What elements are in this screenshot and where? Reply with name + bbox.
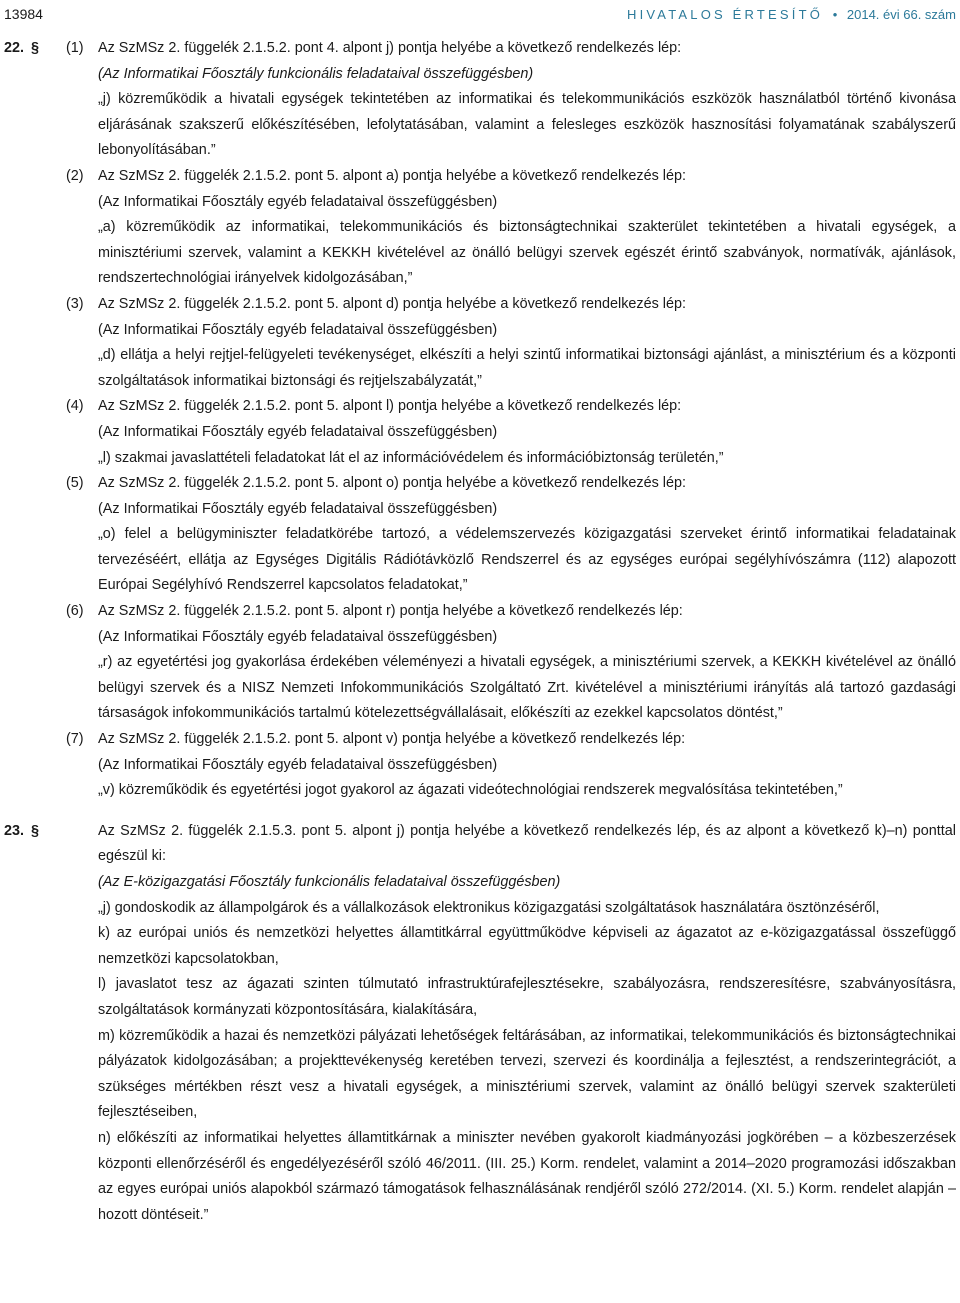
section-22 [0,36,960,804]
amendment-context: (Az Informatikai Főosztály egyéb feladataival összefüggésben) [98,628,498,645]
amendment-lead: Az SzMSz 2. függelék 2.1.5.2. pont 5. alpont v) pontja helyébe a következő rendelkezés lép: [98,731,686,748]
page-number: 13984 [4,6,43,22]
section-23 [0,819,960,1229]
amendment-point: m) közreműködik a hazai és nemzetközi pályázati lehetőségek feltárásában, az informatikai, telekommunikációs és biztonságtechnikai pályázatok kidolgozásában; a projekttevékenység keretében tervezi, szervezi és koordinálja a fejlesztést, a rendszerintegrációt, a szükséges mértékben részt vesz a hivatali egységek, a minisztériumi szervek, valamint az önálló belügyi szervek szakterületi fejlesztéseiben, [98,1027,956,1121]
amendment-context: (Az Informatikai Főosztály egyéb feladataival összefüggésben) [98,500,498,517]
amendment-point: „j) gondoskodik az állampolgárok és a vállalkozások elektronikus közigazgatási szolgáltatások használatára ösztönzéséről, [98,899,880,916]
amendment-lead: Az SzMSz 2. függelék 2.1.5.2. pont 4. alpont j) pontja helyébe a következő rendelkezés lép: [98,40,682,56]
amendment-lead: Az SzMSz 2. függelék 2.1.5.2. pont 5. alpont r) pontja helyébe a következő rendelkezés lép: [98,603,683,620]
item-number: (7) [66,731,84,748]
amendment-item [0,599,960,727]
amendment-context: (Az Informatikai Főosztály egyéb feladataival összefüggésben) [98,193,498,210]
amendment-text: „a) közreműködik az informatikai, telekommunikációs és biztonságtechnikai szakterület tekintetében a hivatali egységek, a minisztériumi szervek, valamint a KEKKH kivételével az önálló belügyi szervek egészét érintő szabványok, normatívák, ajánlások, rendszertechnológiai irányelvek kidolgozásában,” [98,219,956,287]
issue-label: 2014. évi 66. szám [846,7,956,22]
page-header [0,0,960,30]
amendment-text: „o) felel a belügyminiszter feladatkörébe tartozó, a védelemszervezés közigazgatási szerveket érintő informatikai feladatainak tervezéséért, ellátja az Egységes Digitális Rádiótávközlő Rendszerrel és az egységes európai segélyhívószámra (112) alapozott Európai Segélyhívó Rendszerrel kapcsolatos feladatokat,” [98,526,956,594]
amendment-lead: Az SzMSz 2. függelék 2.1.5.2. pont 5. alpont a) pontja helyébe a következő rendelkezés lép: [98,167,686,184]
item-number: (3) [66,295,84,312]
amendment-item [0,292,960,394]
amendment-lead: Az SzMSz 2. függelék 2.1.5.2. pont 5. alpont o) pontja helyébe a következő rendelkezés lép: [98,475,686,492]
amendment-lead: Az SzMSz 2. függelék 2.1.5.2. pont 5. alpont l) pontja helyébe a következő rendelkezés lép: [98,398,682,415]
amendment-item [0,164,960,292]
section-gap [0,804,960,819]
item-number: (5) [66,475,84,492]
amendment-item [0,394,960,471]
journal-name: HIVATALOS ÉRTESÍTŐ [627,7,824,22]
amendment-context: (Az E-közigazgatási Főosztály funkcionális feladataival összefüggésben) [98,874,561,890]
amendment-lead: Az SzMSz 2. függelék 2.1.5.3. pont 5. alpont j) pontja helyébe a következő rendelkezés lép, és az alpont a következő k)–n) ponttal egészül ki: [98,822,956,865]
amendment-text: „j) közreműködik a hivatali egységek tekintetében az informatikai és telekommunikációs eszközök használatból történő kivonása eljárásának szakszerű előkészítésében, lefolytatásában, valamint a felesleges eszközök hasznosítási folyamatának szabályszerű lebonyolításában.” [98,91,956,159]
amendment-context: (Az Informatikai Főosztály egyéb feladataival összefüggésben) [98,321,498,338]
amendment-point: k) az európai uniós és nemzetközi helyettes államtitkárral együttműködve képviseli az ágazatot az e-közigazgatással összefüggő nemzetközi kapcsolatokban, [98,925,956,967]
item-number: (6) [66,603,84,620]
item-number: (4) [66,398,84,415]
amendment-point: n) előkészíti az informatikai helyettes államtitkárnak a miniszter nevében gyakorolt kiadmányozási jogkörében – a közbeszerzések központi ellenőrzéséről és engedélyezéséről szóló 46/2011. (III. 25.) Korm. rendelet, valamint a 2014–2020 programozási időszakban az egyes európai uniós alapokból származó támogatások felhasználásának rendjéről szóló 272/2014. (XI. 5.) Korm. rendelet alapján – hozott döntéseit.” [98,1129,956,1223]
amendment-context: (Az Informatikai Főosztály funkcionális feladataival összefüggésben) [98,65,534,82]
amendment-lead: Az SzMSz 2. függelék 2.1.5.2. pont 5. alpont d) pontja helyébe a következő rendelkezés lép: [98,295,686,312]
section-sign: § [31,40,40,56]
amendment-item [0,36,960,164]
amendment-context: (Az Informatikai Főosztály egyéb feladataival összefüggésben) [98,423,498,440]
item-number: (2) [66,167,84,184]
amendment-text: „v) közreműködik és egyetértési jogot gyakorol az ágazati videótechnológiai rendszerek megvalósítása tekintetében,” [98,782,843,799]
header-bullet: • [832,7,838,22]
section-sign: § [31,822,40,839]
amendment-text: „d) ellátja a helyi rejtjel-felügyeleti tevékenységet, elkészíti a helyi szintű informatikai biztonsági ajánlást, a minisztérium és a központi szolgáltatások informatikai biztonsági és rejtjelszabályzatát,” [98,347,956,389]
section-number: 23. [4,822,25,839]
amendment-item [0,471,960,599]
amendment-text: „l) szakmai javaslattételi feladatokat lát el az információvédelem és információbiztonság területén,” [98,449,724,466]
document-body [0,36,960,1228]
amendment-context: (Az Informatikai Főosztály egyéb feladataival összefüggésben) [98,756,498,773]
amendment-item [0,727,960,804]
item-number: (1) [66,40,84,56]
journal-title [627,2,956,28]
amendment-text: „r) az egyetértési jog gyakorlása érdekében véleményezi a hivatali egységek, a minisztériumi szervek, a KEKKH kivételével az önálló belügyi szervek és a NISZ Nemzeti Infokommunikációs Szolgáltató Zrt. kivételével a minisztériumi irányítás alá tartozó gazdasági társaságok infokommunikációs tartalmú kötelezettségvállalásait, előkészíti az ezekkel kapcsolatos döntést,” [98,654,956,722]
amendment-point: l) javaslatot tesz az ágazati szinten túlmutató infrastruktúrafejlesztésekre, szabályozásra, rendszeresítésre, szabványosításra, szolgáltatások kormányzati központosítására, kialakítására, [98,976,956,1018]
section-number: 22. [4,40,25,56]
